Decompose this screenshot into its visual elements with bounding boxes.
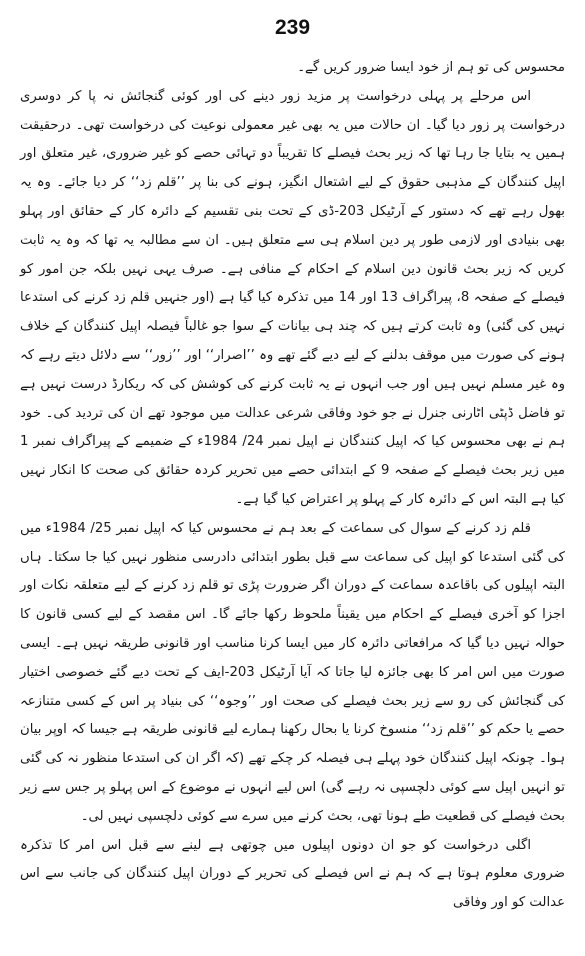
paragraph-1: محسوس کی تو ہم از خود ایسا ضرور کریں گے۔ [297, 60, 565, 75]
paragraph-4: اگلی درخواست کو جو ان دونوں اپیلوں میں چوتھی ہے لینے سے قبل اس امر کا تذکرہ ضروری معلوم ہوتا ہے کہ ہم نے اس فیصلے کی تحریر کے دوران اپیل کنندگان کی جانب سے اس عدالت کو اور وفاقی [20, 837, 565, 911]
document-body [20, 54, 565, 918]
paragraph-2: اس مرحلے پر پہلی درخواست پر مزید زور دینے کی اور کوئی گنجائش نہ پا کر دوسری درخواست پر زور دیا گیا۔ ان حالات میں یہ بھی غیر معمولی نوعیت کی درخواست تھی۔ درحقیقت ہمیں یہ بتایا جا رہا تھا کہ زیر بحث فیصلے کا تقریباً دو تہائی حصے کو غیر ضروری، غیر متعلق اور اپیل کنندگان کے مذہبی حقوق کے لیے اشتعال انگیز، ہونے کی بنا پر ’’قلم زد‘‘ کر دیا جائے۔ وہ یہ بھول رہے تھے کہ دستور کے آرٹیکل 203-ڈی کے تحت بنی تقسیم کے دائرہ کار کے حقائق اور پہلو بھی بنیادی اور لازمی طور پر دین اسلام ہی سے متعلق ہیں۔ ان سے مطالبہ یہ تھا کہ وہ یہ ثابت کریں کہ زیر بحث قانون دین اسلام کے احکام کے منافی ہے۔ صرف یہی نہیں بلکہ جن امور کو فیصلے کے صفحہ 8، پیراگراف 13 اور 14 میں تذکرہ کیا گیا ہے (اور جنہیں قلم زد کرنے کی استدعا نہیں کی گئی) وہ ثابت کرتے ہیں کہ چند ہی بیانات کے سوا جو غالباً فیصلہ اپیل کنندگان کے خلاف ہونے کی صورت میں موقف بدلنے کے لیے دیے گئے تھے وہ ’’اصرار‘‘ اور ’’زور‘‘ سے دلائل دیتے رہے کہ وہ غیر مسلم نہیں ہیں اور جب انہوں نے یہ ثابت کرنے کی کوشش کی کہ ریکارڈ درست نہیں ہے تو فاضل ڈپٹی اٹارنی جنرل نے جو خود وفاقی شرعی عدالت میں موجود تھے ان کی تردید کی۔ خود ہم نے بھی محسوس کیا کہ اپیل کنندگان نے اپیل نمبر 24/ 1984ء کے ضمیمے کے پیراگراف نمبر 1 میں زیر بحث فیصلے کے صفحہ 9 کے ابتدائی حصے میں تحریر کردہ حقائق کی صحت کا انکار نہیں کیا ہے البتہ اس کے دائرہ کار کے پہلو پر اعتراض کیا گیا ہے۔ [20, 88, 565, 507]
page-number: 239 [274, 16, 311, 39]
paragraph-3: قلم زد کرنے کے سوال کی سماعت کے بعد ہم نے محسوس کیا کہ اپیل نمبر 25/ 1984ء میں کی گئی استدعا کو اپیل کی سماعت سے قبل بطور ابتدائی دادرسی منظور نہیں کیا جا سکتا۔ ہاں البتہ اپیلوں کی باقاعدہ سماعت کے دوران اگر ضرورت پڑی تو قلم زد کرنے کے لیے متعلقہ نکات اور اجزا کو آخری فیصلے کے احکام میں یقیناً ملحوظ رکھا جائے گا۔ اس مقصد کے لیے کسی قانون کا حوالہ نہیں دیا گیا کہ مرافعاتی دائرہ کار میں ایسا کرنا مناسب اور قانونی طریقہ نہیں ہے۔ ایسی صورت میں اس امر کا بھی جائزہ لیا جاتا کہ آیا آرٹیکل 203-ایف کے تحت دیے گئے خصوصی اختیار کی گنجائش کی رو سے زیر بحث فیصلے کی صحت اور ’’وجوہ‘‘ کی بنیاد پر اس کے کسی متنازعہ حصے یا حکم کو ’’قلم زد‘‘ منسوخ کرنا یا بحال رکھنا ہمارے لیے قانونی طریقہ ہے جیسا کہ اوپر بیان ہوا۔ چونکہ اپیل کنندگان خود پہلے ہی فیصلہ کر چکے تھے (کہ اگر ان کی استدعا منظور نہ کی گئی تو انہیں اپیل سے کوئی دلچسپی نہ رہے گی) اس لیے انہوں نے موضوع کے اس پہلو پر جس سے زیر بحث فیصلے کی قطعیت طے ہونا تھی، بحث کرنے میں سرے سے کوئی دلچسپی نہیں لی۔ [20, 520, 565, 824]
